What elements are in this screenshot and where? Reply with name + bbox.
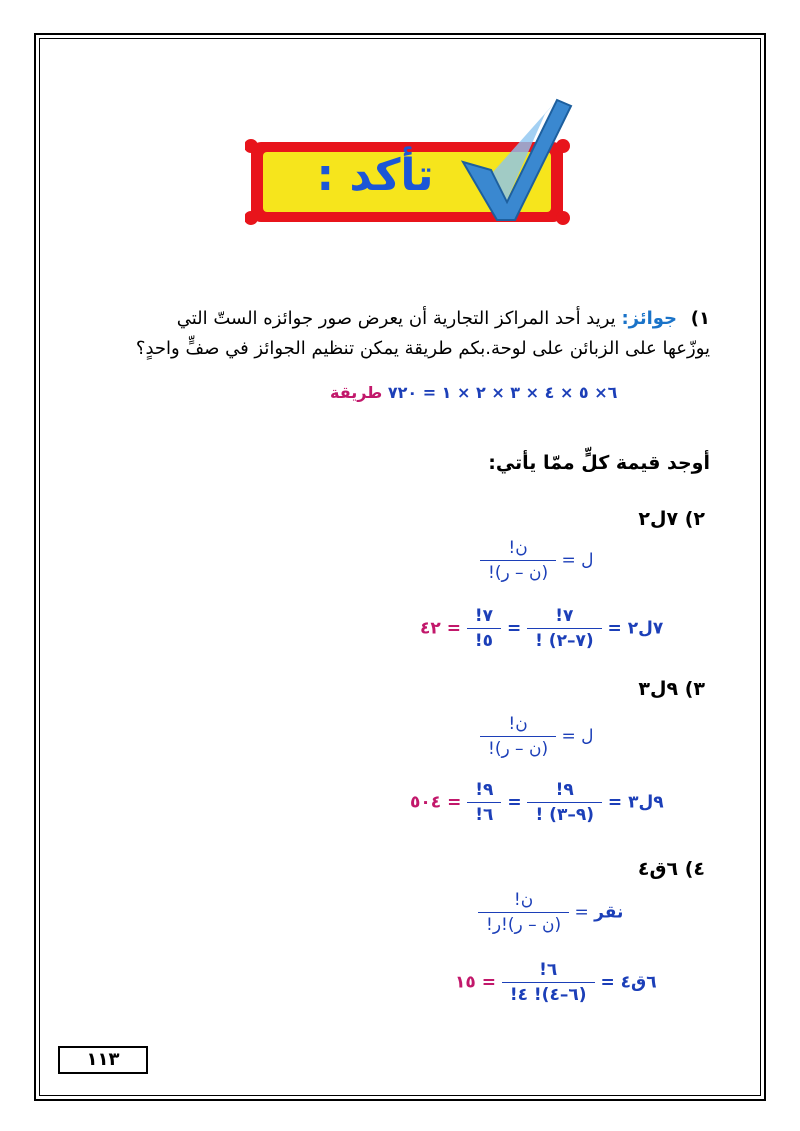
question-1-answer-expr: ٦× ٥ × ٤ × ٣ × ٢ × ١ = ٧٢٠ <box>387 383 618 402</box>
question-4-expr: ٦ق٤ <box>637 858 679 880</box>
question-4-calculation: ٦ق٤ = $\frac{٦!}{(٦-٤)! ٤!}$ = ١٥ <box>455 960 657 1005</box>
question-3-formula: ل = $\frac{\text{ن!}}{\text{(ن – ر)!}}$ <box>480 714 594 759</box>
question-1-line-1 <box>90 304 710 334</box>
question-2-formula: ل = $\frac{\text{ن!}}{\text{(ن – ر)!}}$ <box>480 538 594 583</box>
question-3-calculation: ٩ل٣ = $\frac{٩!}{(٩-٣) !}$ = $\frac{٩!}{٦!}$ = ٥٠٤ <box>410 780 664 825</box>
question-1-number: ١) <box>690 308 710 329</box>
question-3-result: ٥٠٤ <box>410 792 442 813</box>
question-1-answer-unit: طريقة <box>330 383 383 402</box>
question-1-text-1: يريد أحد المراكز التجارية أن يعرض صور جوائزه الستّ التي <box>176 308 616 329</box>
instruction: أوجد قيمة كلٍّ ممّا يأتي: <box>488 452 710 474</box>
question-1-answer <box>330 383 617 402</box>
question-2-result: ٤٢ <box>420 618 441 639</box>
question-4-header <box>638 858 705 880</box>
question-2-expr: ٧ل٢ <box>638 508 679 530</box>
question-3-number: ٣) <box>684 678 705 700</box>
question-2-number: ٢) <box>684 508 705 530</box>
question-4-formula: نقر = $\frac{\text{ن!}}{\text{(ن – ر)!ر!}}$ <box>478 890 623 935</box>
page-number: ١١٣ <box>58 1046 148 1074</box>
question-1-text-2: يوزّعها على الزبائن على لوحة.بكم طريقة يمكن تنظيم الجوائز في صفٍّ واحدٍ؟ <box>135 338 710 359</box>
banner-title: تأكد : <box>316 150 434 201</box>
question-4-result: ١٥ <box>455 972 476 993</box>
question-4-number: ٤) <box>684 858 705 880</box>
question-3-header <box>638 678 705 700</box>
question-2-calculation: ٧ل٢ = $\frac{٧!}{(٧-٢) !}$ = $\frac{٧!}{٥!}$ = ٤٢ <box>420 606 664 651</box>
question-3-expr: ٩ل٣ <box>638 678 679 700</box>
question-2-header <box>638 508 705 530</box>
question-1-keyword: جوائز: <box>621 308 678 329</box>
